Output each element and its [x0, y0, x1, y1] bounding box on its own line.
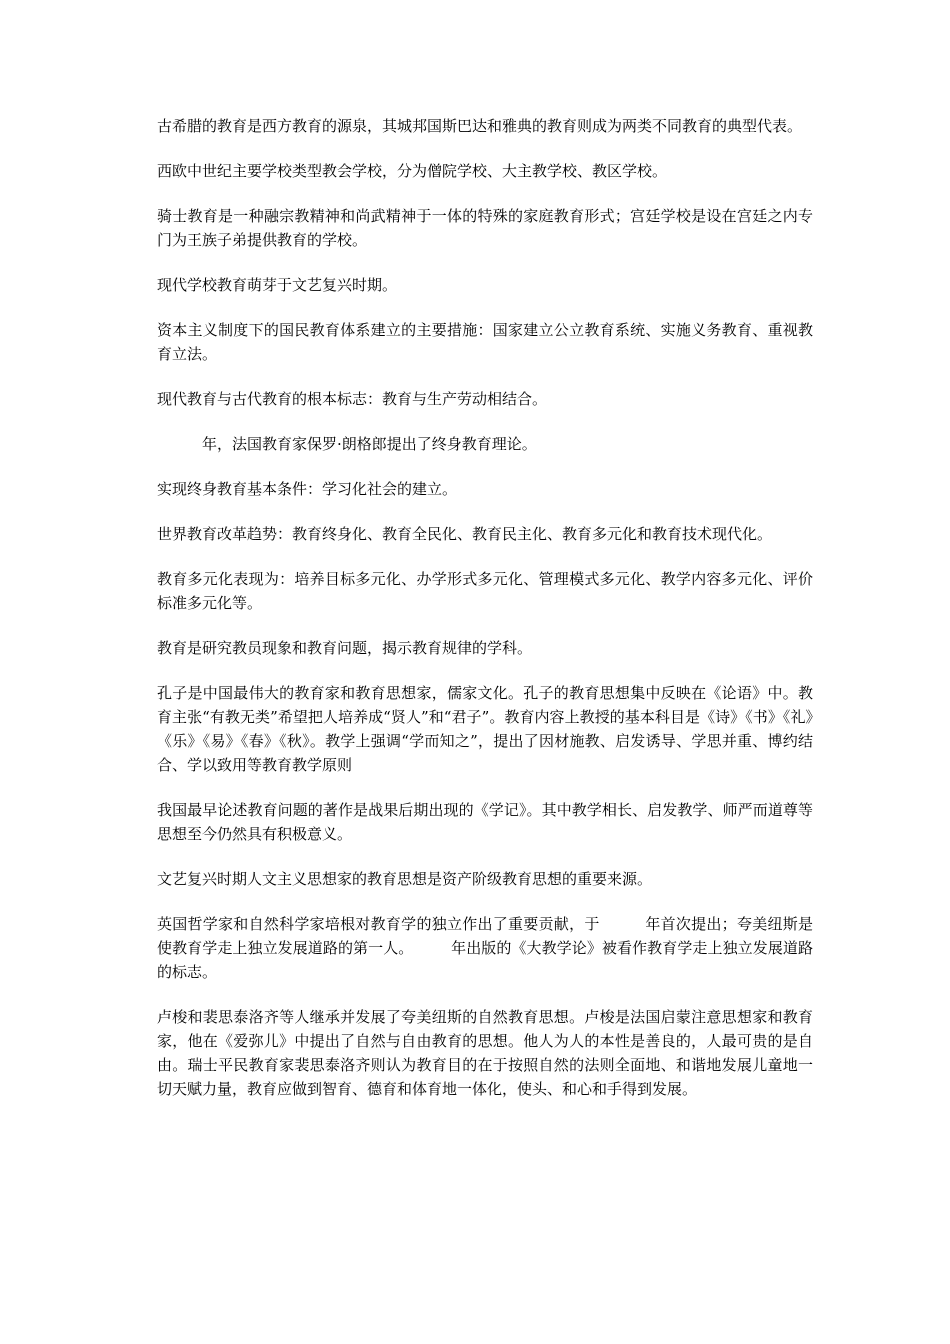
paragraph-rousseau-pestalozzi: 卢梭和裴思泰洛齐等人继承并发展了夸美纽斯的自然教育思想。卢梭是法国启蒙注意思想家和教育家，他在《爱弥儿》中提出了自然与自由教育的思想。他人为人的本性是善良的，人最可贵的是自由。瑞士平民教育家裴思泰洛齐则认为教育目的在于按照自然的法则全面地、和谐地发展儿童地一切天赋力量，教育应做到智育、德育和体育地一体化，使头、和心和手得到发展。 [157, 1008, 813, 1098]
paragraph-diversification: 教育多元化表现为：培养目标多元化、办学形式多元化、管理模式多元化、教学内容多元化、评价标准多元化等。 [157, 570, 813, 612]
paragraph-reform-trends: 世界教育改革趋势：教育终身化、教育全民化、教育民主化、教育多元化和教育技术现代化。 [157, 525, 773, 543]
document-body [157, 114, 813, 1122]
paragraph-modern-school-origin: 现代学校教育萌芽于文艺复兴时期。 [157, 276, 398, 294]
paragraph-modern-vs-ancient: 现代教育与古代教育的根本标志：教育与生产劳动相结合。 [157, 390, 548, 408]
paragraph-pedagogy-definition: 教育是研究教员现象和教育问题，揭示教育规律的学科。 [157, 639, 533, 657]
paragraph-national-education: 资本主义制度下的国民教育体系建立的主要措施：国家建立公立教育系统、实施义务教育、重视教育立法。 [157, 321, 813, 363]
paragraph-learning-society: 实现终身教育基本条件：学习化社会的建立。 [157, 480, 458, 498]
paragraph-knight-education: 骑士教育是一种融宗教精神和尚武精神于一体的特殊的家庭教育形式；宫廷学校是设在宫廷之内专门为王族子弟提供教育的学校。 [157, 207, 813, 249]
paragraph-xueji: 我国最早论述教育问题的著作是战果后期出现的《学记》。其中教学相长、启发教学、师严而道尊等思想至今仍然具有积极意义。 [157, 801, 813, 843]
paragraph-medieval-schools: 西欧中世纪主要学校类型教会学校，分为僧院学校、大主教学校、教区学校。 [157, 162, 668, 180]
paragraph-lifelong-education: 年，法国教育家保罗·朗格郎提出了终身教育理论。 [157, 435, 537, 453]
paragraph-humanism: 文艺复兴时期人文主义思想家的教育思想是资产阶级教育思想的重要来源。 [157, 870, 653, 888]
paragraph-bacon-comenius: 英国哲学家和自然科学家培根对教育学的独立作出了重要贡献，于 年首次提出；夸美纽斯是使教育学走上独立发展道路的第一人。 年出版的《大教学论》被看作教育学走上独立发展道路的标志。 [157, 915, 813, 981]
paragraph-confucius: 孔子是中国最伟大的教育家和教育思想家，儒家文化。孔子的教育思想集中反映在《论语》中。教育主张“有教无类”希望把人培养成“贤人”和“君子”。教育内容上教授的基本科目是《诗》《书》《礼》《乐》《易》《春》《秋》。教学上强调“学而知之”，提出了因材施教、启发诱导、学思并重、博约结合、学以致用等教育教学原则 [157, 684, 813, 774]
paragraph-ancient-greece: 古希腊的教育是西方教育的源泉，其城邦国斯巴达和雅典的教育则成为两类不同教育的典型代表。 [157, 117, 803, 135]
